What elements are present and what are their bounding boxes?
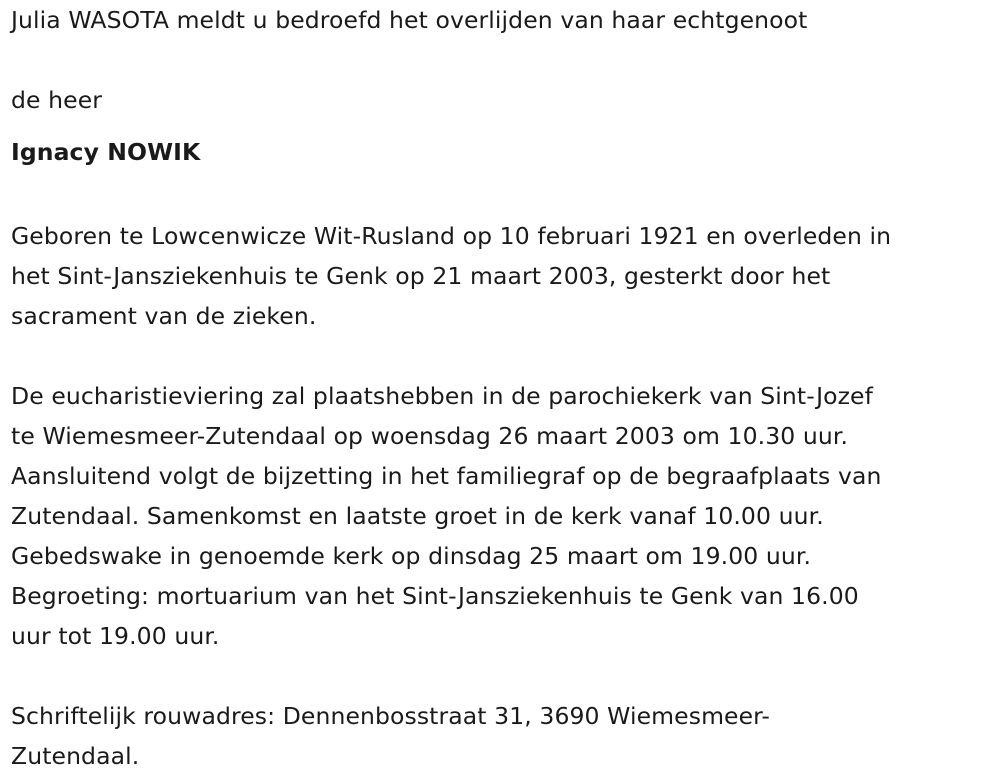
death-announcement — [11, 0, 996, 776]
deceased-name: Ignacy NOWIK — [11, 138, 201, 166]
paragraph-line: Zutendaal. Samenkomst en laatste groet in de kerk vanaf 10.00 uur. — [11, 502, 824, 530]
paragraph-line: Gebedswake in genoemde kerk op dinsdag 25 maart om 19.00 uur. — [11, 542, 812, 570]
intro-line: Julia WASOTA meldt u bedroefd het overlijden van haar echtgenoot — [11, 6, 808, 34]
spacer — [11, 336, 996, 376]
birth-death-paragraph — [11, 216, 996, 336]
paragraph-line: Aansluitend volgt de bijzetting in het familiegraf op de begraafplaats van — [11, 462, 882, 490]
paragraph-line: Zutendaal. — [11, 742, 140, 770]
paragraph-line: te Wiemesmeer-Zutendaal op woensdag 26 maart 2003 om 10.30 uur. — [11, 422, 849, 450]
paragraph-line: Geboren te Lowcenwicze Wit-Rusland op 10 februari 1921 en overleden in — [11, 222, 892, 250]
paragraph-line: uur tot 19.00 uur. — [11, 622, 220, 650]
paragraph-line: De eucharistieviering zal plaatshebben in de parochiekerk van Sint-Jozef — [11, 382, 873, 410]
paragraph-line: sacrament van de zieken. — [11, 302, 317, 330]
paragraph-line: het Sint-Jansziekenhuis te Genk op 21 maart 2003, gesterkt door het — [11, 262, 831, 290]
paragraph-line: Begroeting: mortuarium van het Sint-Jansziekenhuis te Genk van 16.00 — [11, 582, 859, 610]
paragraph-line: Schriftelijk rouwadres: Dennenbosstraat 31, 3690 Wiemesmeer- — [11, 702, 771, 730]
spacer — [11, 40, 996, 80]
spacer — [11, 656, 996, 696]
address-paragraph — [11, 696, 996, 776]
salutation: de heer — [11, 86, 103, 114]
ceremony-paragraph — [11, 376, 996, 656]
